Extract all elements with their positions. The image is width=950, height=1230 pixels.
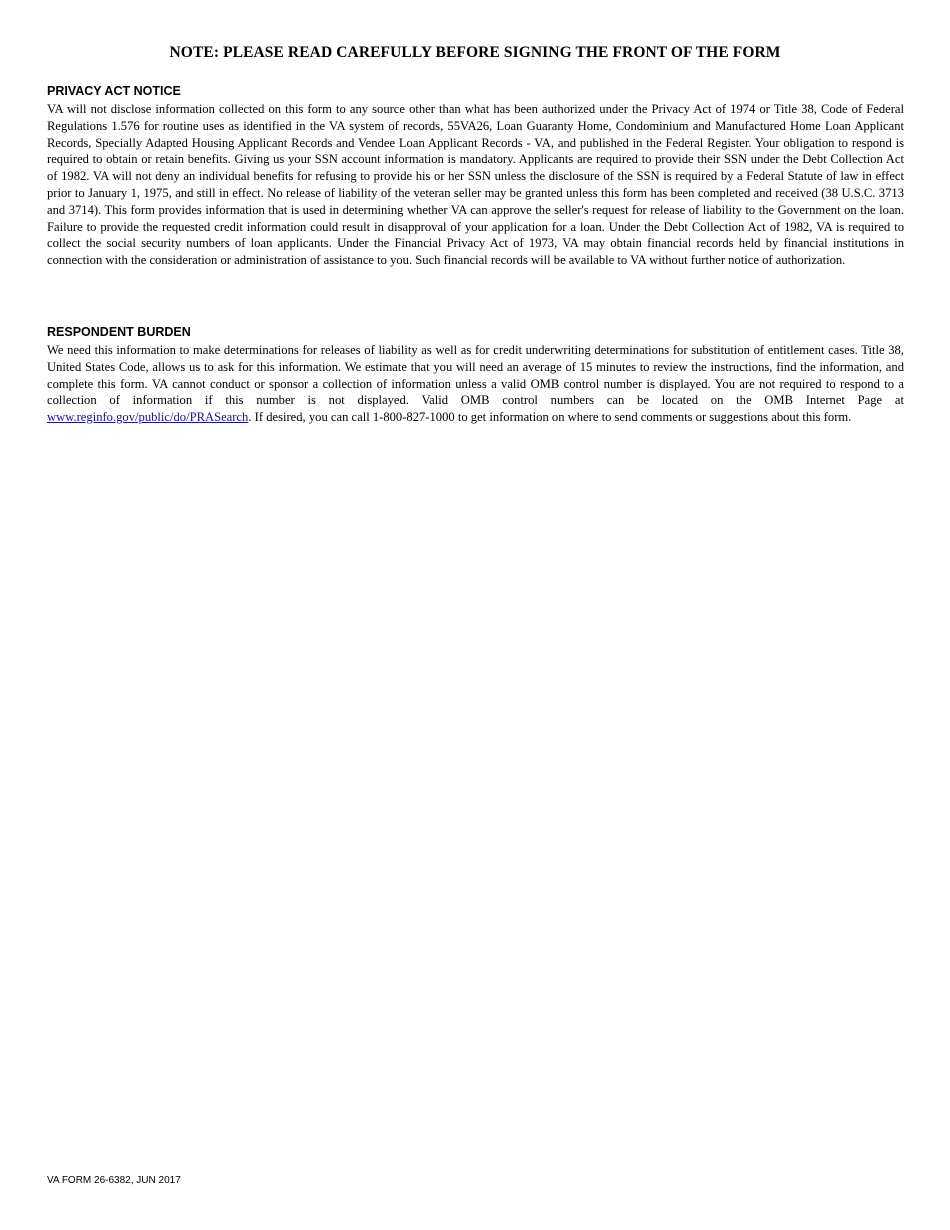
respondent-burden-heading: RESPONDENT BURDEN <box>47 325 191 339</box>
respondent-burden-body <box>47 342 904 426</box>
respondent-burden-section <box>47 325 904 426</box>
privacy-act-body: VA will not disclose information collected on this form to any source other than what has been authorized under the Privacy Act of 1974 or Title 38, Code of Federal Regulations 1.576 for routine uses as identified in the VA system of records, 55VA26, Loan Guaranty Home, Condominium and Manufactured Home Loan Applicant Records, Specially Adapted Housing Applicant Records and Vendee Loan Applicant Records - VA, and published in the Federal Register. Your obligation to respond is required to obtain or retain benefits. Giving us your SSN account information is mandatory. Applicants are required to provide their SSN under the Debt Collection Act of 1982. VA will not deny an individual benefits for refusing to provide his or her SSN unless the disclosure of the SSN is required by a Federal Statute of law in effect prior to January 1, 1975, and still in effect. No release of liability of the veteran seller may be granted unless this form has been completed and received (38 U.S.C. 3713 and 3714). This form provides information that is used in determining whether VA can approve the seller's request for release of liability to the Government on the loan. Failure to provide the requested credit information could result in disapproval of your application for a loan. Under the Debt Collection Act of 1982, VA is required to collect the social security numbers of loan applicants. Under the Financial Privacy Act of 1973, VA may obtain financial records held by financial institutions in connection with the consideration or administration of assistance to you. Such financial records will be available to VA without further notice of authorization. <box>47 102 904 268</box>
privacy-act-heading: PRIVACY ACT NOTICE <box>47 84 181 98</box>
pra-search-link[interactable]: www.reginfo.gov/public/do/PRASearch <box>47 410 249 425</box>
page-title: NOTE: PLEASE READ CAREFULLY BEFORE SIGNING THE FRONT OF THE FORM <box>169 44 781 61</box>
respondent-burden-text-after-link: . If desired, you can call 1-800-827-1000 to get information on where to send comments or suggestions about this form. <box>248 410 852 425</box>
respondent-burden-text-before-link: We need this information to make determinations for releases of liability as well as for credit underwriting determinations for substitution of entitlement cases. Title 38, United States Code, allows us to ask for this information. We estimate that you will need an average of 15 minutes to review the instructions, find the information, and complete this form. VA cannot conduct or sponsor a collection of information unless a valid OMB control number is displayed. You are not required to respond to a collection of information if this number is not displayed. Valid OMB control numbers can be located on the OMB Internet Page at <box>47 343 904 408</box>
form-id-footer: VA FORM 26-6382, JUN 2017 <box>47 1175 181 1186</box>
privacy-act-section <box>47 84 904 269</box>
